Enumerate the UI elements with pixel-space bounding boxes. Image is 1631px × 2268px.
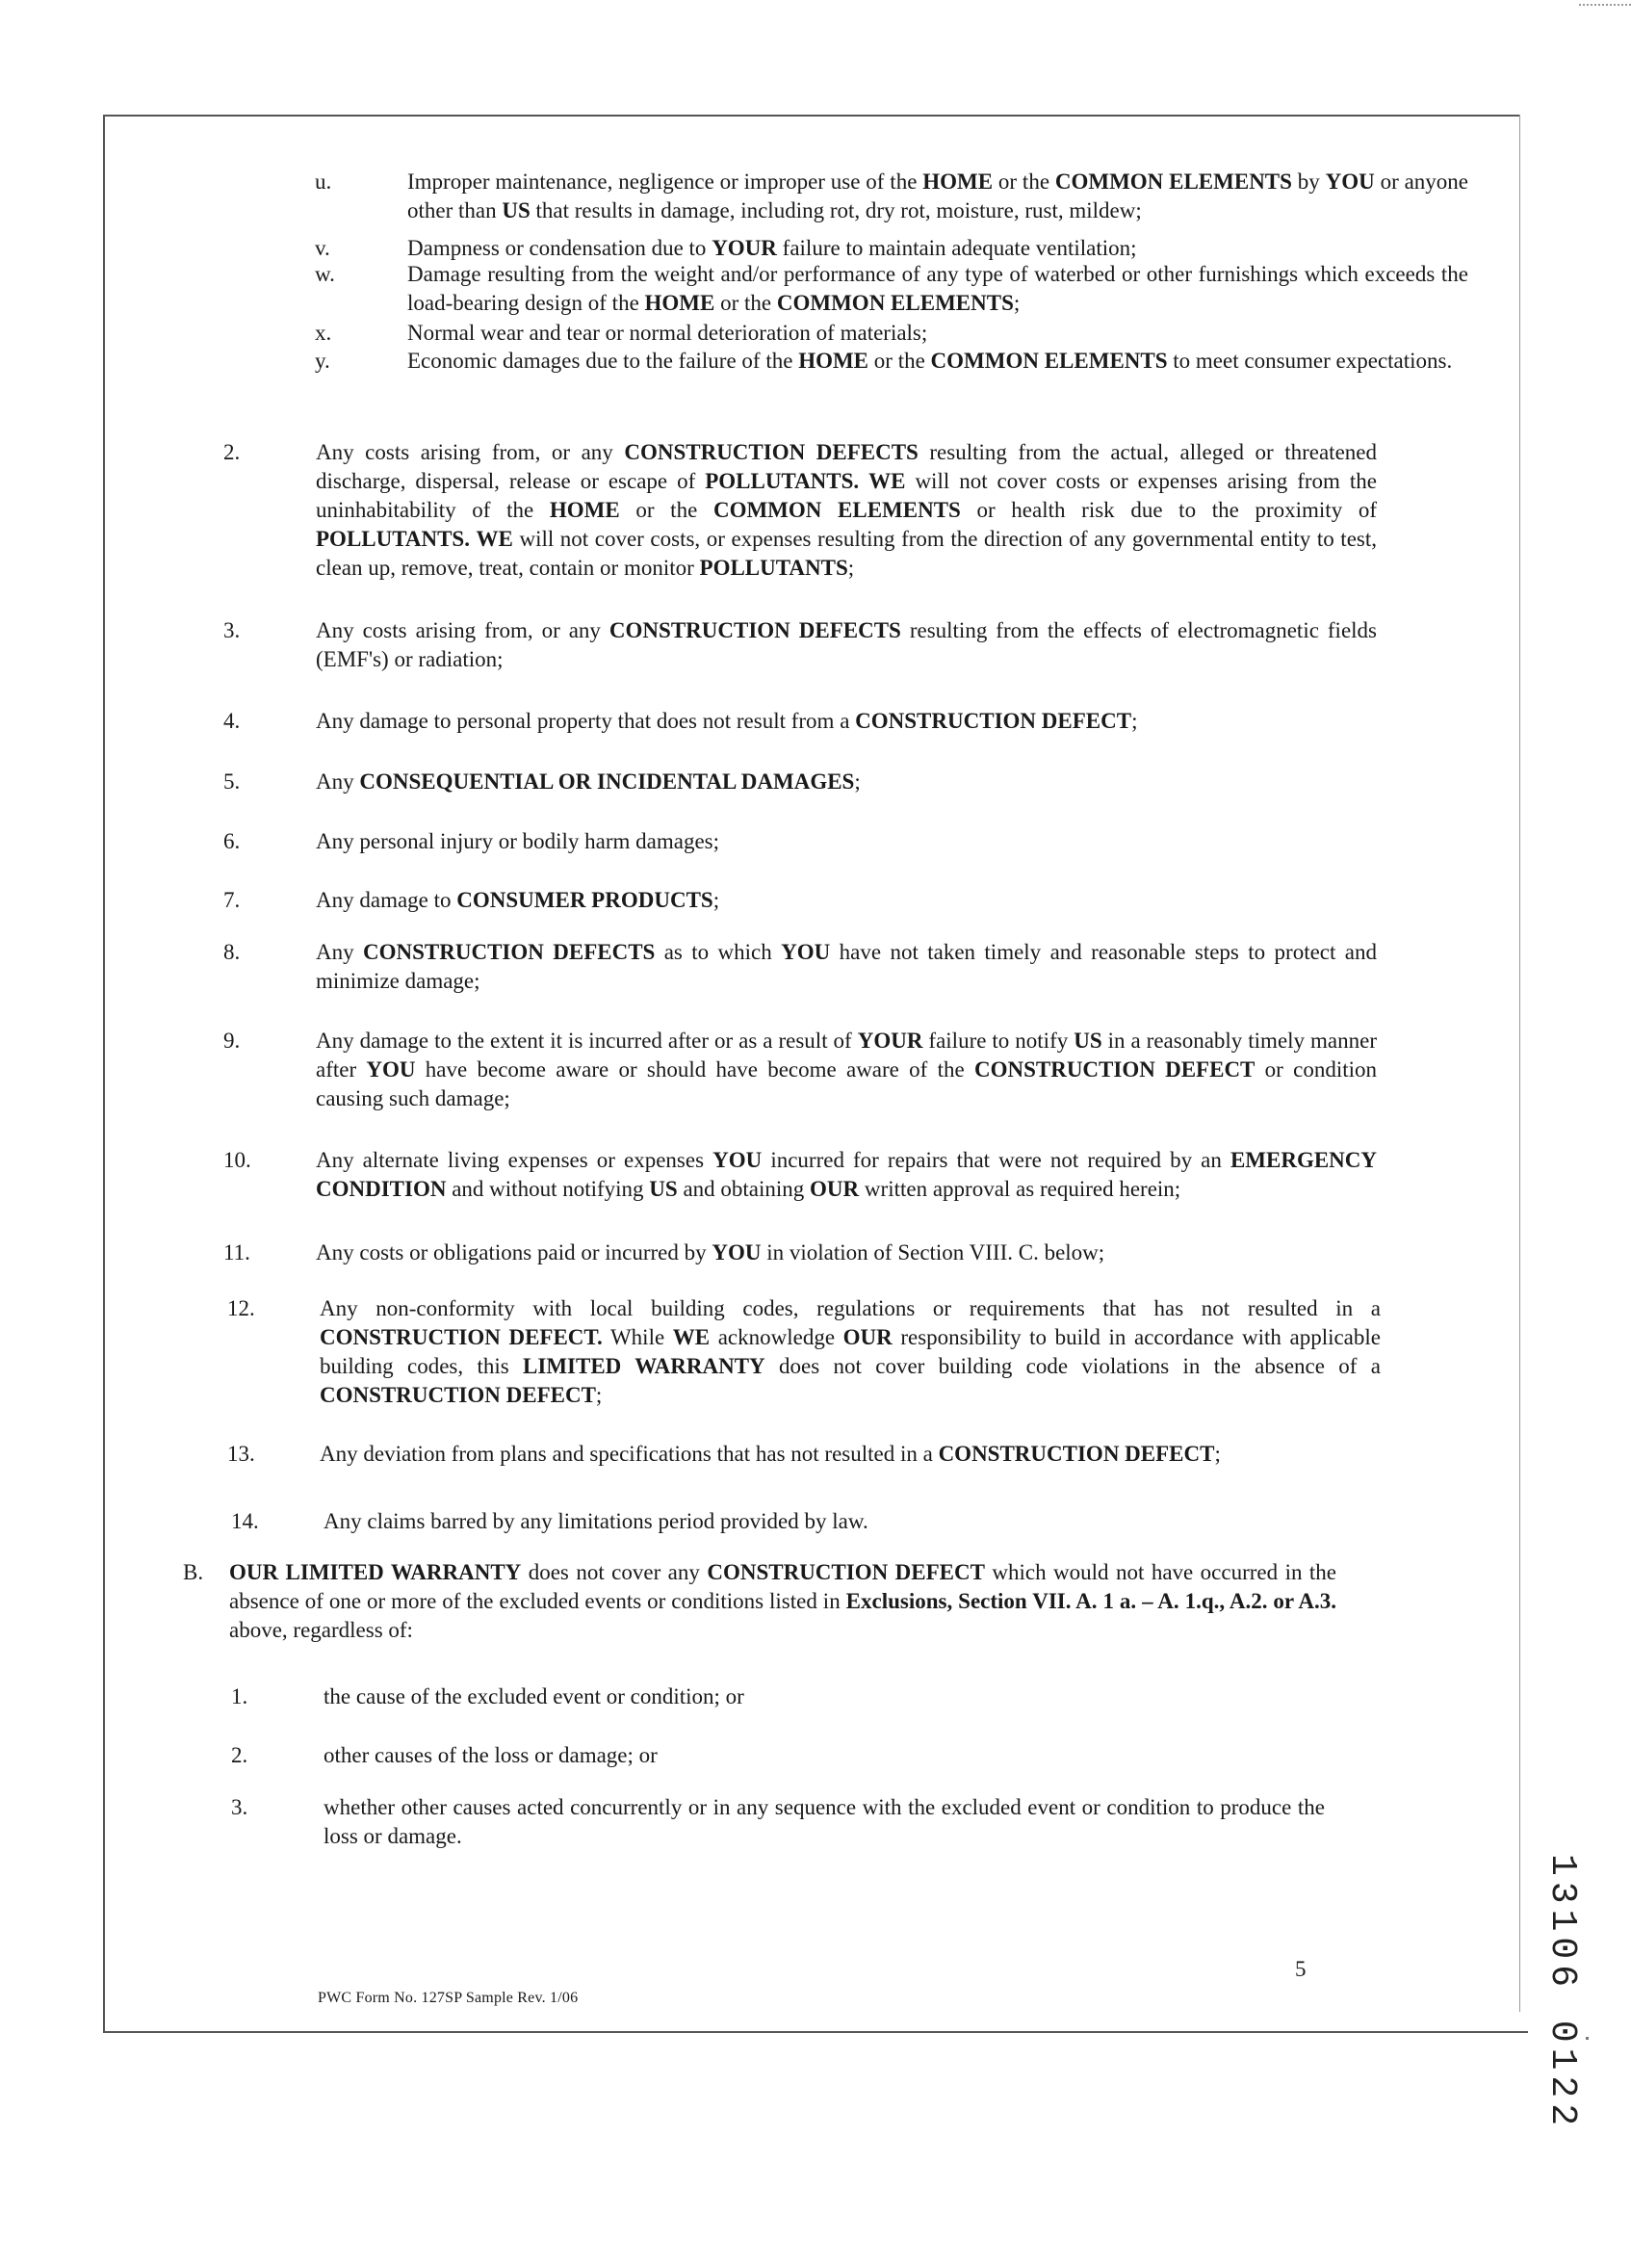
scan-corner-mark (1579, 4, 1631, 6)
text-run (470, 527, 477, 551)
item-marker: 3. (231, 1795, 248, 1819)
item-text (316, 886, 1377, 915)
defined-term: OUR (842, 1325, 893, 1349)
item-marker: y. (315, 349, 330, 373)
text-run: that results in damage, including rot, dry rot, moisture, rust, mildew; (530, 198, 1142, 222)
text-run: written approval as required herein; (859, 1177, 1181, 1201)
text-run: Any (316, 769, 360, 794)
text-run: Any claims barred by any limitations period provided by law. (324, 1509, 868, 1533)
text-run: ; (712, 888, 720, 912)
text-run: or anyone other than (407, 169, 1469, 222)
defined-term: COMMON ELEMENTS (776, 291, 1014, 315)
defined-term: HOME (549, 498, 620, 522)
item-text (316, 1027, 1377, 1113)
defined-term: POLLUTANTS (699, 556, 848, 580)
item-marker: 5. (223, 769, 241, 794)
defined-term: WE (476, 527, 513, 551)
text-run: Economic damages due to the failure of the (407, 349, 799, 373)
text-run: or the (619, 498, 713, 522)
text-run: ; (847, 556, 855, 580)
item-marker: 2. (223, 440, 241, 464)
text-run: or the (868, 349, 931, 373)
text-run: Improper maintenance, negligence or improper use of the (407, 169, 923, 194)
item-text (324, 1793, 1325, 1851)
text-run: or the (714, 291, 777, 315)
text-run: ; (595, 1383, 603, 1407)
item-marker: 7. (223, 888, 241, 912)
defined-term: US (1074, 1029, 1102, 1053)
item-text (407, 347, 1468, 376)
section-marker: B. (183, 1560, 204, 1584)
text-run: have not taken timely and reasonable steps to protect and minimize damage; (316, 940, 1377, 993)
text-run: ; (1131, 709, 1138, 733)
frame-left-border (103, 115, 105, 2031)
defined-term: YOU (712, 1240, 762, 1264)
defined-term: Exclusions, Section VII. A. 1 a. – A. 1.q., A.2. or A.3. (845, 1589, 1336, 1613)
item-marker: 6. (223, 829, 241, 853)
text-run: which would not have occurred in the absence of one or more of the excluded events or conditions listed in (229, 1560, 1337, 1613)
text-run: Any damage to (316, 888, 457, 912)
frame-top-border (103, 115, 1520, 117)
item-marker: u. (315, 169, 332, 194)
text-run: and obtaining (677, 1177, 811, 1201)
item-text (316, 1238, 1377, 1267)
text-run: Dampness or condensation due to (407, 236, 712, 260)
text-run: Any costs arising from, or any (316, 440, 625, 464)
item-marker: 10. (223, 1148, 251, 1172)
defined-term: US (649, 1177, 678, 1201)
text-run: acknowledge (710, 1325, 843, 1349)
scan-dot (1586, 2037, 1589, 2040)
item-text (316, 707, 1377, 736)
defined-term: YOU (366, 1057, 416, 1082)
text-run: incurred for repairs that were not required by an (762, 1148, 1230, 1172)
defined-term: YOU (1325, 169, 1375, 194)
text-run: Any (316, 940, 363, 964)
item-text (407, 168, 1468, 225)
defined-term: US (502, 198, 531, 222)
item-text (320, 1440, 1381, 1469)
text-run: resulting from the actual, alleged or threatened discharge, dispersal, release or escape of (316, 440, 1377, 493)
text-run: Any personal injury or bodily harm damages; (316, 829, 720, 853)
section-text (229, 1558, 1336, 1645)
text-run: ; (1214, 1442, 1221, 1466)
item-text (316, 768, 1377, 796)
item-text (316, 938, 1377, 996)
item-text (316, 827, 1377, 856)
defined-term: CONSTRUCTION DEFECTS (608, 618, 901, 642)
text-run: and without notifying (446, 1177, 650, 1201)
defined-term: HOME (798, 349, 869, 373)
item-text (407, 319, 1468, 348)
defined-term: POLLUTANTS. (705, 469, 860, 493)
text-run: Any non-conformity with local building codes, regulations or requirements that has not resulted in a (320, 1296, 1381, 1320)
text-run: as to which (655, 940, 782, 964)
text-run: Any costs arising from, or any (316, 618, 609, 642)
defined-term: CONSUMER PRODUCTS (456, 888, 713, 912)
item-marker: 9. (223, 1029, 241, 1053)
frame-bottom-border (103, 2031, 1528, 2033)
text-run: Normal wear and tear or normal deterioration of materials; (407, 321, 928, 345)
item-text (324, 1507, 1385, 1536)
defined-term: CONSTRUCTION DEFECT (855, 709, 1132, 733)
item-marker: 1. (231, 1684, 248, 1708)
item-marker: v. (315, 236, 330, 260)
defined-term: CONSEQUENTIAL OR INCIDENTAL DAMAGES (359, 769, 855, 794)
defined-term: OUR LIMITED WARRANTY (229, 1560, 522, 1584)
item-text (324, 1682, 1385, 1711)
defined-term: EMERGENCY CONDITION (316, 1148, 1377, 1201)
item-marker: 8. (223, 940, 241, 964)
text-run: have become aware or should have become aware of the (415, 1057, 974, 1082)
defined-term: COMMON ELEMENTS (930, 349, 1168, 373)
text-run: ; (1013, 291, 1021, 315)
defined-term: CONSTRUCTION DEFECT. (320, 1325, 603, 1349)
text-run: While (602, 1325, 673, 1349)
defined-term: CONSTRUCTION DEFECTS (624, 440, 919, 464)
item-text (316, 1146, 1377, 1204)
text-run: whether other causes acted concurrently or in any sequence with the excluded event or condition to produce the loss or damage. (324, 1795, 1325, 1848)
text-run: will not cover costs, or expenses resulting from the direction of any governmental entity to test, clean up, remove, treat, contain or monitor (316, 527, 1377, 580)
defined-term: YOU (712, 1148, 763, 1172)
text-run: other causes of the loss or damage; or (324, 1743, 658, 1767)
item-text (316, 438, 1377, 583)
text-run: ; (854, 769, 861, 794)
text-run: the cause of the excluded event or condition; or (324, 1684, 744, 1708)
defined-term: LIMITED WARRANTY (523, 1354, 765, 1378)
text-run (859, 469, 868, 493)
text-run: Any costs or obligations paid or incurred by (316, 1240, 712, 1264)
frame-right-border (1519, 115, 1520, 2012)
text-run: does not cover any (521, 1560, 708, 1584)
page-number: 5 (1295, 1957, 1307, 1981)
item-marker: 14. (231, 1509, 259, 1533)
text-run: does not cover building code violations in the absence of a (764, 1354, 1381, 1378)
text-run: by (1291, 169, 1326, 194)
text-run: or the (993, 169, 1055, 194)
defined-term: CONSTRUCTION DEFECTS (363, 940, 656, 964)
text-run: to meet consumer expectations. (1167, 349, 1453, 373)
item-text (407, 260, 1468, 318)
item-marker: 11. (223, 1240, 250, 1264)
item-marker: 4. (223, 709, 241, 733)
item-text (316, 616, 1377, 674)
item-marker: 13. (227, 1442, 255, 1466)
text-run: in violation of Section VIII. C. below; (761, 1240, 1105, 1264)
defined-term: WE (868, 469, 906, 493)
text-run: Any damage to personal property that does not result from a (316, 709, 856, 733)
defined-term: YOUR (712, 236, 777, 260)
defined-term: HOME (644, 291, 715, 315)
item-text (324, 1741, 1385, 1770)
defined-term: COMMON ELEMENTS (712, 498, 961, 522)
text-run: or condition causing such damage; (316, 1057, 1377, 1110)
text-run: failure to maintain adequate ventilation; (776, 236, 1137, 260)
item-marker: 2. (231, 1743, 248, 1767)
defined-term: YOUR (857, 1029, 923, 1053)
defined-term: POLLUTANTS. (316, 527, 470, 551)
text-run: will not cover costs or expenses arising from the uninhabitability of the (316, 469, 1378, 522)
defined-term: OUR (810, 1177, 860, 1201)
defined-term: HOME (922, 169, 994, 194)
text-run: Any alternate living expenses or expenses (316, 1148, 713, 1172)
item-marker: x. (315, 321, 332, 345)
text-run: failure to notify (922, 1029, 1074, 1053)
text-run: Damage resulting from the weight and/or performance of any type of waterbed or other furnishings which exceeds the load-bearing design of the (407, 262, 1468, 315)
document-stamp: 13106 0122 (1541, 1854, 1583, 2132)
text-run: or health risk due to the proximity of (960, 498, 1378, 522)
item-marker: 12. (227, 1296, 255, 1320)
text-run: responsibility to build in accordance with applicable building codes, this (320, 1325, 1381, 1378)
text-run: Any damage to the extent it is incurred after or as a result of (316, 1029, 858, 1053)
defined-term: YOU (781, 940, 831, 964)
text-run: Any deviation from plans and specifications that has not resulted in a (320, 1442, 939, 1466)
text-run: resulting from the effects of electromagnetic fields (EMF's) or radiation; (316, 618, 1377, 671)
item-marker: w. (315, 262, 335, 286)
text-run: in a reasonably timely manner after (316, 1029, 1377, 1082)
defined-term: CONSTRUCTION DEFECT (320, 1383, 596, 1407)
item-text (320, 1294, 1381, 1410)
defined-term: CONSTRUCTION DEFECT (938, 1442, 1215, 1466)
item-text (407, 234, 1468, 263)
form-footer: PWC Form No. 127SP Sample Rev. 1/06 (318, 1990, 579, 2006)
text-run: above, regardless of: (229, 1618, 413, 1642)
defined-term: CONSTRUCTION DEFECT (973, 1057, 1256, 1082)
defined-term: COMMON ELEMENTS (1054, 169, 1292, 194)
defined-term: WE (672, 1325, 711, 1349)
item-marker: 3. (223, 618, 241, 642)
defined-term: CONSTRUCTION DEFECT (707, 1560, 985, 1584)
